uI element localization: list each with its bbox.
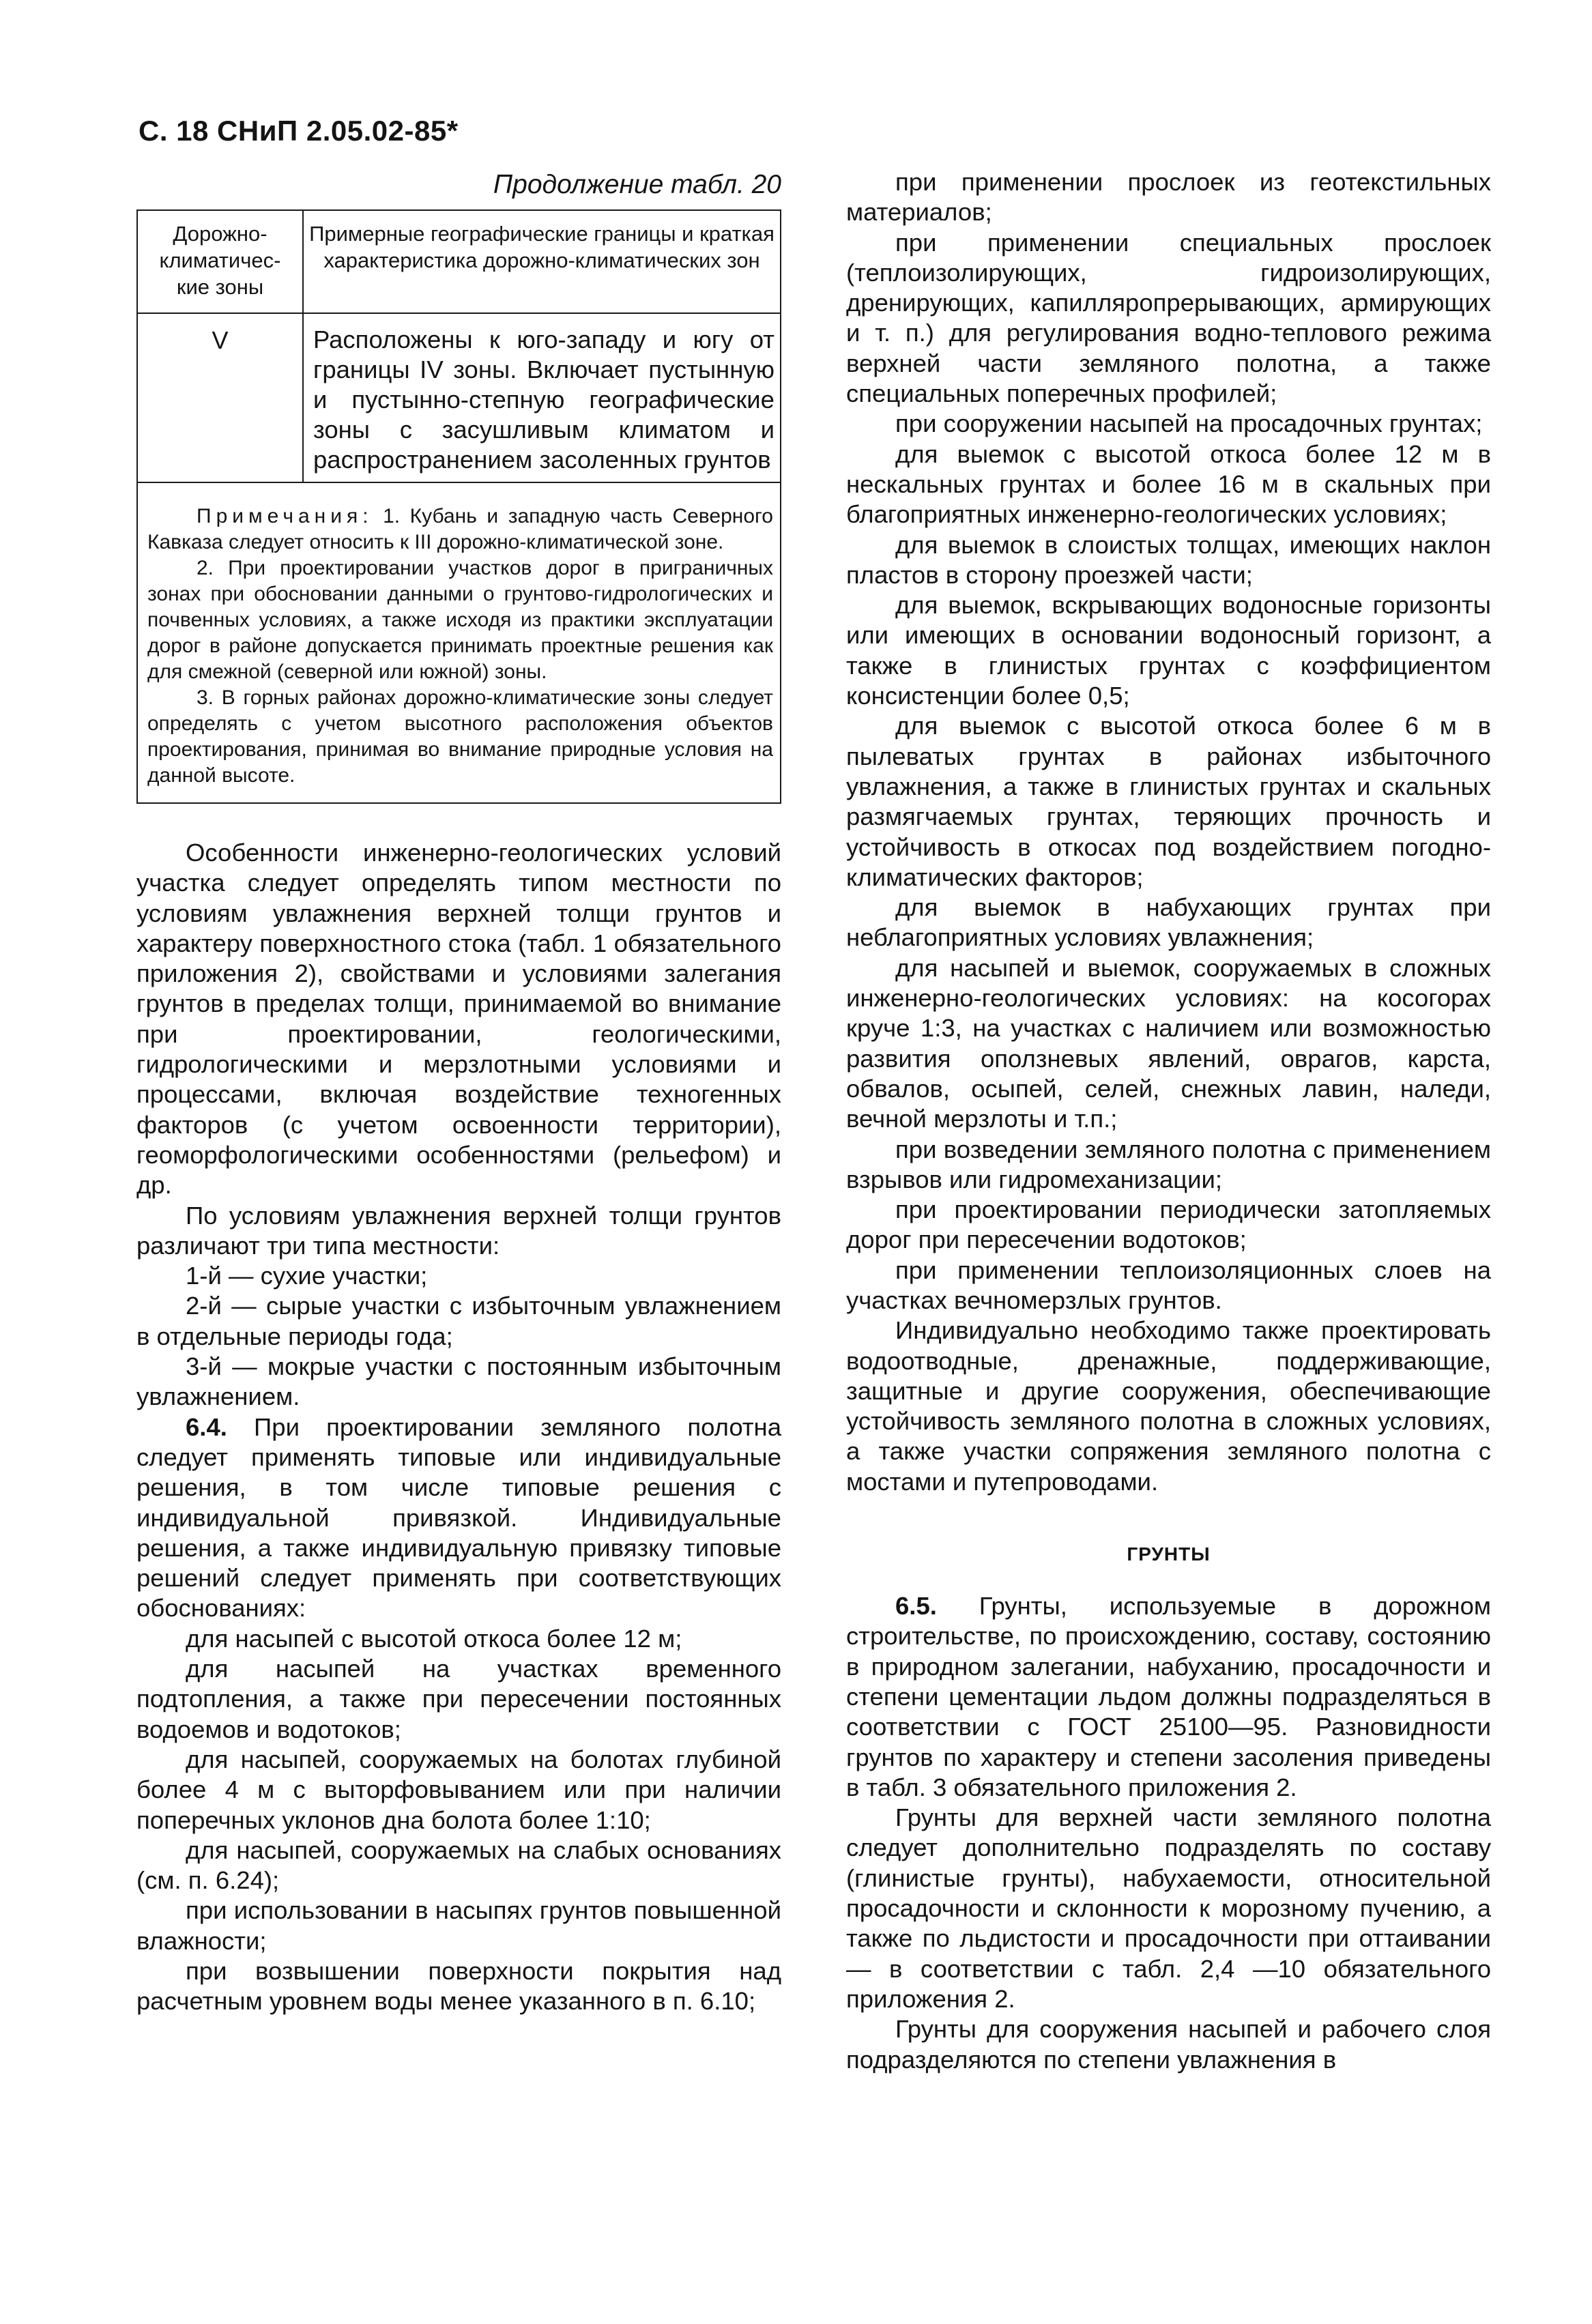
list-item: при использовании в насыпях грунтов повышенной влажности; bbox=[136, 1896, 781, 1955]
list-item: при сооружении насыпей на просадочных грунтах; bbox=[895, 409, 1483, 438]
list-item: для насыпей и выемок, сооружаемых в сложных инженерно-геологических условиях: на косогорах круче 1:3, на участках с наличием или возможностью развития оползневых явлений, оврагов, карста, обвалов, осыпей, селей, снежных лавин, наледи, вечной мерзлоты и т.п.; bbox=[846, 953, 1491, 1133]
paragraph: Индивидуально необходимо также проектировать водоотводные, дренажные, поддерживающие, защитные и другие сооружения, обеспечивающие устойчивость земляного полотна в сложных условиях, а также участки сопряжения земляного полотна с мостами и путепроводами. bbox=[846, 1316, 1491, 1496]
paragraph: Грунты для сооружения насыпей и рабочего слоя подразделяются по степени увлажнения в bbox=[846, 2015, 1491, 2074]
table-row bbox=[137, 313, 781, 482]
zone-code: V bbox=[137, 313, 303, 482]
list-item: для насыпей на участках временного подтопления, а также при пересечении постоянных водоемов и водотоков; bbox=[136, 1655, 781, 1743]
list-item: 2-й — сырые участки с избыточным увлажнением в отдельные периоды года; bbox=[136, 1292, 781, 1350]
table-header-row bbox=[137, 210, 781, 313]
right-body bbox=[846, 167, 1491, 1497]
header-zones: Дорожно-климатичес-кие зоны bbox=[137, 210, 303, 313]
list-item: для выемок с высотой откоса более 6 м в пылеватых грунтах в районах избыточного увлажнения, а также в глинистых грунтах и скальных размягчаемых грунтах, теряющих прочность и устойчивость в откосах под воздействием погодно-климатических факторов; bbox=[846, 712, 1491, 891]
list-item: для выемок в набухающих грунтах при неблагоприятных условиях увлажнения; bbox=[846, 893, 1491, 952]
list-item: при применении прослоек из геотекстильных материалов; bbox=[846, 168, 1491, 227]
paragraph: По условиям увлажнения верхней толщи грунтов различают три типа местности: bbox=[136, 1201, 781, 1260]
list-item: для насыпей с высотой откоса более 12 м; bbox=[186, 1624, 682, 1653]
note-3: 3. В горных районах дорожно-климатические зоны следует определять с учетом высотного расположения объектов проектирования, принимая во внимание природные условия на данной высоте. bbox=[147, 686, 773, 787]
page-header: С. 18 СНиП 2.05.02-85* bbox=[139, 115, 459, 147]
table-notes-row bbox=[137, 482, 781, 803]
section-number: 6.5. bbox=[895, 1592, 937, 1621]
left-body bbox=[136, 838, 781, 2017]
section-6-4: 6.4. При проектировании земляного полотна следует применять типовые или индивидуальные решения, в том числе типовые решения с индивидуальной привязкой. Индивидуальные решения, а также индивидуальную привязку типовые решений следует применять при соответствующих обоснованиях: bbox=[136, 1412, 781, 1623]
table-notes bbox=[137, 482, 781, 803]
list-item: для выемок в слоистых толщах, имеющих наклон пластов в сторону проезжей части; bbox=[846, 530, 1491, 589]
paragraph: Грунты для верхней части земляного полотна следует дополнительно подразделять по составу (глинистые грунты), набухаемости, относительной просадочности и склонности к морозному пучению, а также по льдистости и просадочности при оттаивании — в соответствии с табл. 2,4 —10 обязательного приложения 2. bbox=[846, 1803, 1491, 2013]
header-description: Примерные географические границы и краткая характеристика дорожно-климатических зон bbox=[303, 210, 781, 313]
zone-description: Расположены к юго-западу и югу от границы IV зоны. Включает пустынную и пустынно-степную географические зоны с засушливым климатом и распространением засоленных грунтов bbox=[303, 313, 781, 482]
zones-table bbox=[136, 209, 781, 804]
section-heading: ГРУНТЫ bbox=[1127, 1543, 1211, 1565]
list-item: для выемок, вскрывающих водоносные горизонты или имеющих в основании водоносный горизонт, а также в глинистых грунтах с коэффициентом консистенции более 0,5; bbox=[846, 591, 1491, 710]
paragraph: Особенности инженерно-геологических условий участка следует определять типом местности по условиям увлажнения верхней толщи грунтов и характеру поверхностного стока (табл. 1 обязательного приложения 2), свойствами и условиями залегания грунтов в пределах толщи, принимаемой во внимание при проектировании, геологическими, гидрологическими и мерзлотными условиями и процессами, включая воздействие техногенных факторов (с учетом освоенности территории), геоморфологическими особенностями (рельефом) и др. bbox=[136, 839, 781, 1200]
right-column bbox=[846, 167, 1491, 2075]
right-body-soils bbox=[846, 1591, 1491, 2075]
list-item: для насыпей, сооружаемых на болотах глубиной более 4 м с выторфовыванием или при наличии поперечных уклонов дна болота более 1:10; bbox=[136, 1745, 781, 1834]
notes-lead: Примечания: bbox=[197, 505, 373, 527]
section-6-5: 6.5. Грунты, используемые в дорожном строительстве, по происхождению, составу, состоянию в природном залегании, набуханию, просадочности и степени цементации льдом должны подразделяться в соответствии с ГОСТ 25100—95. Разновидности грунтов по характеру и степени засоления приведены в табл. 3 обязательного приложения 2. bbox=[846, 1592, 1491, 1801]
list-item: при применении теплоизоляционных слоев на участках вечномерзлых грунтов. bbox=[846, 1255, 1491, 1314]
table-caption: Продолжение табл. 20 bbox=[493, 170, 781, 199]
left-column bbox=[136, 167, 781, 2017]
list-item: 3-й — мокрые участки с постоянным избыточным увлажнением. bbox=[136, 1352, 781, 1411]
note-2: 2. При проектировании участков дорог в приграничных зонах при обосновании данными о грунтово-гидрологических и почвенных условиях, а также исходя из практики эксплуатации дорог в районе допускается принимать проектные решения как для смежной (северной или южной) зоны. bbox=[147, 557, 773, 683]
list-item: 1-й — сухие участки; bbox=[186, 1262, 428, 1290]
section-number: 6.4. bbox=[186, 1412, 227, 1441]
list-item: при проектировании периодически затопляемых дорог при пересечении водотоков; bbox=[846, 1195, 1491, 1254]
list-item: для выемок с высотой откоса более 12 м в нескальных грунтах и более 16 м в скальных при благоприятных инженерно-геологических условиях; bbox=[846, 439, 1491, 529]
list-item: при возведении земляного полотна с применением взрывов или гидромеханизации; bbox=[846, 1135, 1491, 1193]
list-item: при возвышении поверхности покрытия над расчетным уровнем воды менее указанного в п. 6.10; bbox=[136, 1956, 781, 2016]
list-item: для насыпей, сооружаемых на слабых основаниях (см. п. 6.24); bbox=[136, 1835, 781, 1895]
list-item: при применении специальных прослоек (теплоизолирующих, гидроизолирующих, дренирующих, капилляропрерывающих, армирующих и т. п.) для регулирования водно-теплового режима верхней части земляного полотна, а также специальных поперечных профилей; bbox=[846, 228, 1491, 408]
note-1: Примечания: 1. Кубань и западную часть Северного Кавказа следует относить к III дорожно-климатической зоне. bbox=[147, 505, 773, 553]
